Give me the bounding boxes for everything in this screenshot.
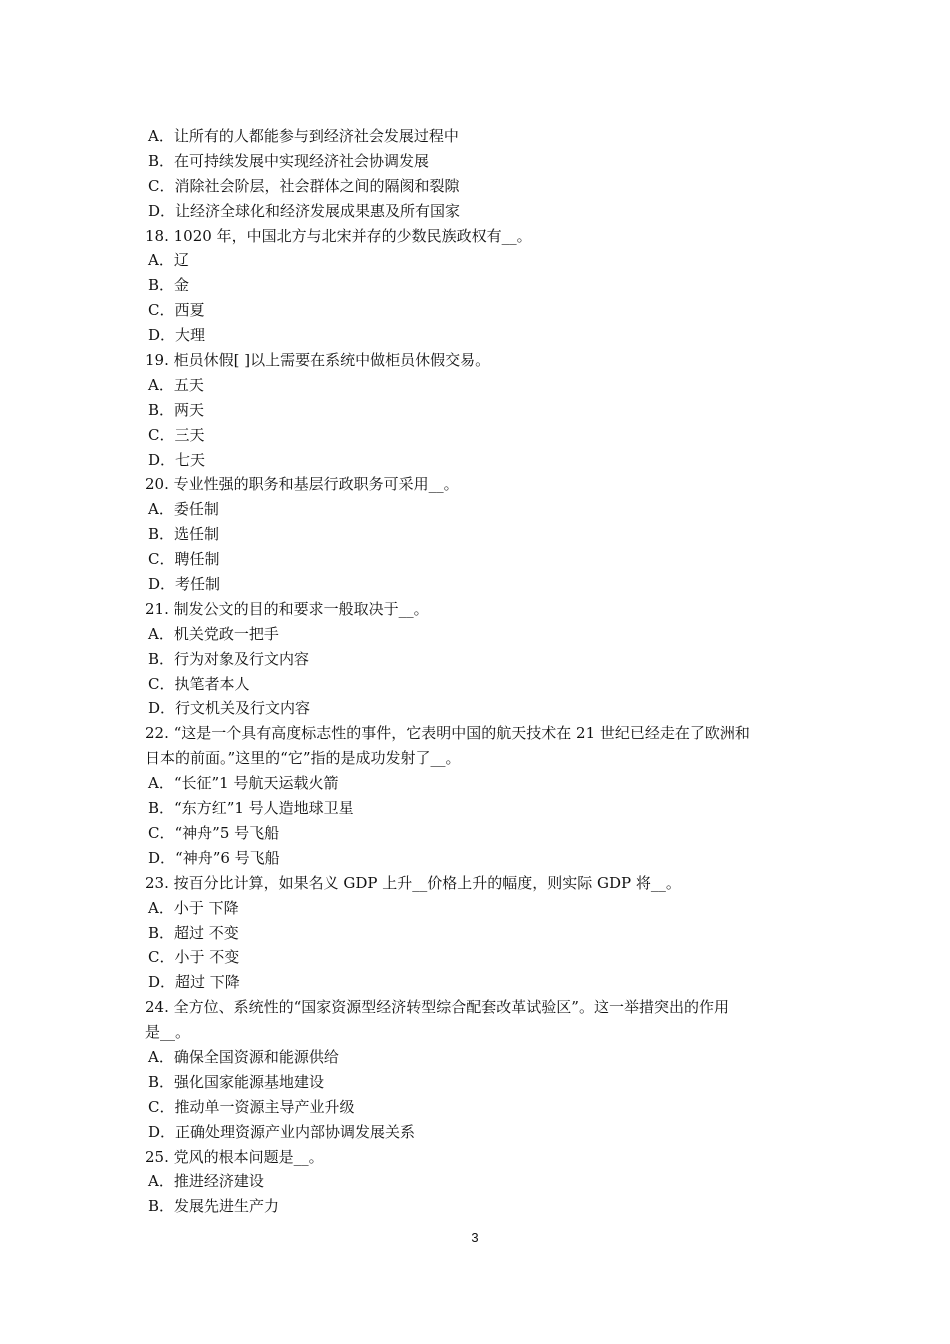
question-text: 是__。 <box>145 1023 191 1042</box>
question-text: 18. 1020 年，中国北方与北宋并存的少数民族政权有__。 <box>145 226 532 245</box>
answer-option: A．让所有的人都能参与到经济社会发展过程中 <box>148 127 459 145</box>
answer-option: B．强化国家能源基地建设 <box>148 1072 325 1091</box>
question-text: 20. 专业性强的职务和基层行政职务可采用__。 <box>145 475 459 494</box>
answer-option: A．机关党政一把手 <box>148 624 279 643</box>
answer-option: A．委任制 <box>148 500 219 519</box>
answer-option: C．执笔者本人 <box>148 674 250 693</box>
answer-option: A．确保全国资源和能源供给 <box>148 1047 339 1066</box>
answer-option: D．行文机关及行文内容 <box>148 699 311 718</box>
answer-option: A．小于 下降 <box>148 898 239 917</box>
answer-option: D．七天 <box>148 450 206 469</box>
answer-option: D．大理 <box>148 326 206 345</box>
question-text: 24. 全方位、系统性的“国家资源型经济转型综合配套改革试验区”。这一举措突出的作用 <box>145 998 729 1017</box>
answer-option: D．考任制 <box>148 575 221 594</box>
answer-option: D．超过 下降 <box>148 973 240 992</box>
answer-option: C．小于 不变 <box>148 948 240 967</box>
question-text: 日本的前面。”这里的“它”指的是成功发射了__。 <box>145 749 461 768</box>
question-text: 19. 柜员休假[ ]以上需要在系统中做柜员休假交易。 <box>145 351 491 370</box>
answer-option: C．西夏 <box>148 301 205 320</box>
answer-option: C．三天 <box>148 425 205 444</box>
question-text: 25. 党风的根本问题是__。 <box>145 1147 324 1166</box>
answer-option: C．消除社会阶层，社会群体之间的隔阂和裂隙 <box>148 176 460 195</box>
answer-option: B．超过 不变 <box>148 923 239 942</box>
answer-option: A．推进经济建设 <box>148 1172 264 1191</box>
answer-option: B．发展先进生产力 <box>148 1197 280 1216</box>
question-text: 22. “这是一个具有高度标志性的事件，它表明中国的航天技术在 21 世纪已经走在了欧洲和 <box>145 724 750 743</box>
answer-option: C．推动单一资源主导产业升级 <box>148 1097 355 1116</box>
answer-option: D．正确处理资源产业内部协调发展关系 <box>148 1122 416 1141</box>
answer-option: A．辽 <box>148 251 189 270</box>
question-text: 21. 制发公文的目的和要求一般取决于__。 <box>145 599 429 618</box>
question-text: 23. 按百分比计算，如果名义 GDP 上升__价格上升的幅度，则实际 GDP 将__。 <box>145 873 681 892</box>
answer-option: D．“神舟”6 号飞船 <box>148 848 280 867</box>
answer-option: B．两天 <box>148 400 205 419</box>
page-number: 3 <box>471 1230 479 1245</box>
answer-option: D．让经济全球化和经济发展成果惠及所有国家 <box>148 201 461 220</box>
answer-option: B．行为对象及行文内容 <box>148 649 310 668</box>
answer-option: A．五天 <box>148 375 204 394</box>
answer-option: C．“神舟”5 号飞船 <box>148 823 280 842</box>
answer-option: B．金 <box>148 276 190 295</box>
answer-option: B．选任制 <box>148 525 220 544</box>
answer-option: C．聘任制 <box>148 550 220 569</box>
answer-option: A．“长征”1 号航天运载火箭 <box>148 774 339 793</box>
answer-option: B．“东方红”1 号人造地球卫星 <box>148 799 354 818</box>
answer-option: B．在可持续发展中实现经济社会协调发展 <box>148 151 430 170</box>
document-body <box>145 124 815 1219</box>
